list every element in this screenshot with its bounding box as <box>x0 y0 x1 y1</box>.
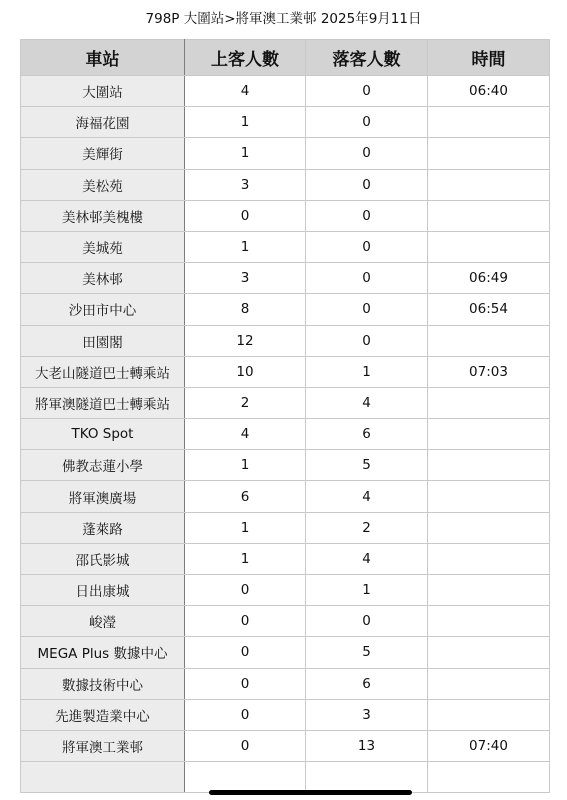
boarding-cell: 0 <box>185 730 306 761</box>
table-row <box>21 606 550 637</box>
time-cell <box>428 107 550 138</box>
alighting-cell: 0 <box>306 107 428 138</box>
table-row <box>21 450 550 481</box>
stop-cell: MEGA Plus 數據中心 <box>21 637 185 668</box>
stop-cell: 大老山隧道巴士轉乘站 <box>21 356 185 387</box>
boarding-cell: 12 <box>185 325 306 356</box>
boarding-cell: 0 <box>185 606 306 637</box>
stop-cell: 蓬萊路 <box>21 512 185 543</box>
table-header-row <box>21 40 550 76</box>
table-row <box>21 419 550 450</box>
table-row <box>21 699 550 730</box>
time-cell <box>428 762 550 793</box>
home-indicator <box>209 790 412 795</box>
alighting-cell <box>306 762 428 793</box>
time-cell <box>428 699 550 730</box>
passenger-table <box>20 39 550 793</box>
header-stop: 車站 <box>21 40 185 76</box>
time-cell: 07:03 <box>428 356 550 387</box>
boarding-cell: 1 <box>185 450 306 481</box>
alighting-cell: 0 <box>306 169 428 200</box>
table-row <box>21 138 550 169</box>
header-time: 時間 <box>428 40 550 76</box>
table-row <box>21 263 550 294</box>
alighting-cell: 0 <box>306 325 428 356</box>
stop-cell: 將軍澳廣場 <box>21 481 185 512</box>
boarding-cell: 3 <box>185 263 306 294</box>
alighting-cell: 0 <box>306 606 428 637</box>
time-cell <box>428 325 550 356</box>
time-cell <box>428 543 550 574</box>
table-row <box>21 512 550 543</box>
time-cell: 06:49 <box>428 263 550 294</box>
alighting-cell: 0 <box>306 76 428 107</box>
stop-cell: 美松苑 <box>21 169 185 200</box>
time-cell <box>428 200 550 231</box>
alighting-cell: 0 <box>306 200 428 231</box>
stop-cell: 大圍站 <box>21 76 185 107</box>
table-row <box>21 294 550 325</box>
stop-cell: 邵氏影城 <box>21 543 185 574</box>
alighting-cell: 1 <box>306 575 428 606</box>
time-cell: 06:40 <box>428 76 550 107</box>
alighting-cell: 1 <box>306 356 428 387</box>
stop-cell <box>21 762 185 793</box>
boarding-cell: 1 <box>185 138 306 169</box>
time-cell <box>428 387 550 418</box>
boarding-cell: 3 <box>185 169 306 200</box>
alighting-cell: 5 <box>306 637 428 668</box>
table-row <box>21 356 550 387</box>
header-alighting: 落客人數 <box>306 40 428 76</box>
boarding-cell: 0 <box>185 575 306 606</box>
boarding-cell: 0 <box>185 668 306 699</box>
boarding-cell <box>185 762 306 793</box>
alighting-cell: 4 <box>306 543 428 574</box>
stop-cell: 美輝街 <box>21 138 185 169</box>
time-cell <box>428 138 550 169</box>
boarding-cell: 10 <box>185 356 306 387</box>
stop-cell: 美林邨 <box>21 263 185 294</box>
table-row <box>21 543 550 574</box>
alighting-cell: 3 <box>306 699 428 730</box>
table-row <box>21 762 550 793</box>
stop-cell: 佛教志蓮小學 <box>21 450 185 481</box>
time-cell <box>428 450 550 481</box>
time-cell <box>428 419 550 450</box>
stop-cell: 將軍澳工業邨 <box>21 730 185 761</box>
stop-cell: 美城苑 <box>21 231 185 262</box>
alighting-cell: 6 <box>306 668 428 699</box>
table-row <box>21 325 550 356</box>
alighting-cell: 2 <box>306 512 428 543</box>
table-row <box>21 76 550 107</box>
stop-cell: 沙田市中心 <box>21 294 185 325</box>
alighting-cell: 13 <box>306 730 428 761</box>
time-cell: 06:54 <box>428 294 550 325</box>
time-cell <box>428 575 550 606</box>
time-cell <box>428 231 550 262</box>
stop-cell: TKO Spot <box>21 419 185 450</box>
stop-cell: 美林邨美槐樓 <box>21 200 185 231</box>
time-cell <box>428 169 550 200</box>
alighting-cell: 0 <box>306 231 428 262</box>
time-cell <box>428 637 550 668</box>
boarding-cell: 4 <box>185 419 306 450</box>
alighting-cell: 4 <box>306 481 428 512</box>
table-row <box>21 730 550 761</box>
table-row <box>21 231 550 262</box>
alighting-cell: 0 <box>306 294 428 325</box>
boarding-cell: 4 <box>185 76 306 107</box>
alighting-cell: 5 <box>306 450 428 481</box>
table-row <box>21 169 550 200</box>
time-cell <box>428 668 550 699</box>
time-cell <box>428 512 550 543</box>
alighting-cell: 0 <box>306 263 428 294</box>
table-row <box>21 481 550 512</box>
table-row <box>21 668 550 699</box>
boarding-cell: 1 <box>185 512 306 543</box>
alighting-cell: 0 <box>306 138 428 169</box>
stop-cell: 海福花園 <box>21 107 185 138</box>
boarding-cell: 1 <box>185 231 306 262</box>
stop-cell: 將軍澳隧道巴士轉乘站 <box>21 387 185 418</box>
boarding-cell: 1 <box>185 107 306 138</box>
time-cell <box>428 606 550 637</box>
boarding-cell: 0 <box>185 200 306 231</box>
boarding-cell: 0 <box>185 637 306 668</box>
table-row <box>21 575 550 606</box>
alighting-cell: 4 <box>306 387 428 418</box>
boarding-cell: 6 <box>185 481 306 512</box>
stop-cell: 數據技術中心 <box>21 668 185 699</box>
boarding-cell: 1 <box>185 543 306 574</box>
boarding-cell: 2 <box>185 387 306 418</box>
alighting-cell: 6 <box>306 419 428 450</box>
table-row <box>21 107 550 138</box>
table-row <box>21 387 550 418</box>
time-cell <box>428 481 550 512</box>
page-title: 798P 大圍站>將軍澳工業邨 2025年9月11日 <box>145 11 422 27</box>
table-row <box>21 200 550 231</box>
time-cell: 07:40 <box>428 730 550 761</box>
stop-cell: 田園閣 <box>21 325 185 356</box>
stop-cell: 峻瀅 <box>21 606 185 637</box>
header-boarding: 上客人數 <box>185 40 306 76</box>
boarding-cell: 0 <box>185 699 306 730</box>
boarding-cell: 8 <box>185 294 306 325</box>
table-row <box>21 637 550 668</box>
stop-cell: 日出康城 <box>21 575 185 606</box>
stop-cell: 先進製造業中心 <box>21 699 185 730</box>
